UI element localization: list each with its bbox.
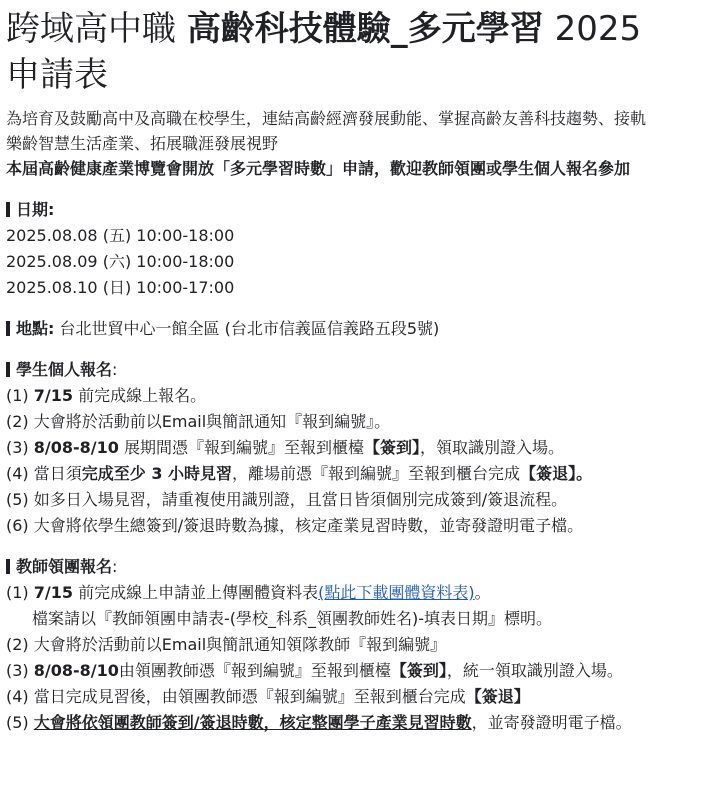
teacher-section (6, 554, 707, 736)
download-form-link[interactable]: (點此下載團體資料表) (318, 583, 475, 602)
intro-line3: 本屆高齡健康產業博覽會開放「多元學習時數」申請，歡迎教師領團或學生個人報名參加 (6, 159, 631, 178)
date-item: 2025.08.08 (五) 10:00-18:00 (6, 226, 235, 245)
title-bold: 高齡科技體驗_多元學習 (186, 9, 544, 49)
teacher-label: 教師領團報名 (16, 557, 113, 576)
student-item-4: (4) 當日須完成至少 3 小時見習，離場前憑『報到編號』至報到櫃台完成【簽退】。 (6, 464, 593, 483)
intro-line2: 樂齡智慧生活產業、拓展職涯發展視野 (6, 134, 279, 153)
teacher-item-1-note: 檔案請以『教師領團申請表-(學校_科系_領團教師姓名)-填表日期』標明。 (32, 609, 553, 628)
student-label: 學生個人報名 (16, 360, 113, 379)
date-item: 2025.08.10 (日) 10:00-17:00 (6, 278, 235, 297)
student-item-3: (3) 8/08-8/10 展期間憑『報到編號』至報到櫃檯【簽到】，領取識別證入場。 (6, 438, 564, 457)
venue-value: 台北世貿中心一館全區 (台北市信義區信義路五段5號) (54, 319, 440, 338)
venue-label: 地點 (16, 319, 49, 338)
dates-label: 日期 (16, 200, 49, 219)
student-item-1: (1) 7/15 前完成線上報名。 (6, 386, 207, 405)
dates-heading: 日期: (6, 197, 707, 223)
teacher-item-1: (1) 7/15 前完成線上申請並上傳團體資料表(點此下載團體資料表)。 (6, 583, 491, 602)
title-suffix: 2025 (543, 9, 642, 49)
student-heading: 學生個人報名: (6, 357, 707, 383)
section-bar-icon (6, 362, 10, 377)
venue-section: 地點: 台北世貿中心一館全區 (台北市信義區信義路五段5號) (6, 316, 707, 342)
intro-line1: 為培育及鼓勵高中及高職在校學生，連結高齡經濟發展動能、掌握高齡友善科技趨勢、接軌 (6, 109, 647, 128)
date-item: 2025.08.09 (六) 10:00-18:00 (6, 252, 235, 271)
section-bar-icon (6, 202, 10, 217)
teacher-item-4: (4) 當日完成見習後，由領團教師憑『報到編號』至報到櫃台完成【簽退】 (6, 687, 530, 706)
teacher-heading: 教師領團報名: (6, 554, 707, 580)
teacher-item-3: (3) 8/08-8/10由領團教師憑『報到編號』至報到櫃檯【簽到】，統一領取識別證入場。 (6, 661, 623, 680)
teacher-item-2: (2) 大會將於活動前以Email與簡訊通知領隊教師『報到編號』 (6, 635, 447, 654)
section-bar-icon (6, 321, 10, 336)
student-item-6: (6) 大會將依學生總簽到/簽退時數為據，核定產業見習時數，並寄發證明電子檔。 (6, 516, 584, 535)
student-item-5: (5) 如多日入場見習，請重複使用識別證，且當日皆須個別完成簽到/簽退流程。 (6, 490, 568, 509)
title-prefix: 跨域高中職 (6, 9, 187, 49)
student-item-2: (2) 大會將於活動前以Email與簡訊通知『報到編號』。 (6, 412, 391, 431)
student-section (6, 357, 707, 539)
page-title (6, 6, 707, 98)
title-line2: 申請表 (6, 55, 108, 95)
teacher-item-5: (5) 大會將依領團教師簽到/簽退時數，核定整團學子產業見習時數，並寄發證明電子檔。 (6, 713, 632, 732)
intro (6, 106, 707, 181)
dates-section (6, 197, 707, 301)
section-bar-icon (6, 559, 10, 574)
